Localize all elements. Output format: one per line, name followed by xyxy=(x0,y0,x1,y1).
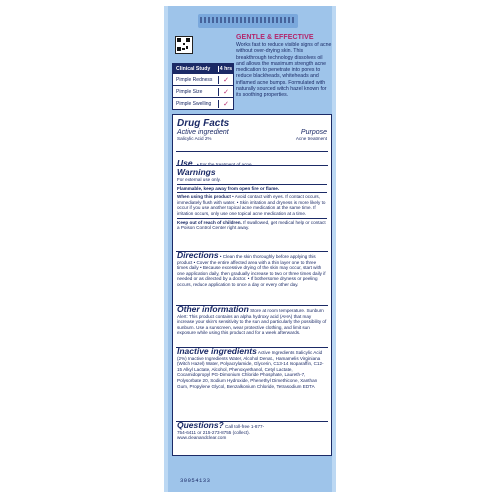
clinical-study-header xyxy=(173,64,233,73)
warnings-title: Warnings xyxy=(177,167,216,177)
check-icon: ✓ xyxy=(218,76,233,84)
drug-facts-panel xyxy=(172,114,332,456)
clinical-study-time: 4 hrs xyxy=(219,65,233,72)
active-ingredient-label: Active ingredient xyxy=(177,129,229,136)
directions-section xyxy=(177,250,327,288)
check-icon: ✓ xyxy=(218,88,233,96)
inactive-ingredients-title: Inactive ingredients xyxy=(177,346,257,356)
warning-keep-out-label: Keep out of reach of children. xyxy=(177,219,242,225)
section-divider xyxy=(176,151,328,152)
directions-title: Directions xyxy=(177,250,219,260)
drug-facts-title-section xyxy=(177,118,327,142)
study-row-label: Pimple Redness xyxy=(176,76,213,83)
directions-text: • Clean the skin thoroughly before applying this product • Cover the entire affected area with a thin layer one to three times daily • Because excessive drying of the skin may occur, start with one application daily, then gradually increase to two or three times daily if needed or as directed by a doctor. • If bothersome dryness or peeling occurs, reduce application to once a day or every other day. xyxy=(177,254,326,287)
clinical-study-title: Clinical Study xyxy=(176,65,211,72)
qr-code-icon xyxy=(175,36,193,54)
table-row xyxy=(173,85,233,97)
questions-text: Call toll-free 1-877-754-6411 or 215-273-8755 (collect). www.cleanandclear.com xyxy=(177,424,265,441)
product-code: 30054133 xyxy=(180,477,211,484)
warning-when-using-label: When using this product xyxy=(177,194,231,200)
active-ingredient-value: Salicylic Acid 2% xyxy=(177,136,212,141)
use-text: • For the treatment of acne xyxy=(197,162,252,167)
purpose-value: Acne treatment xyxy=(295,136,327,141)
other-information-section xyxy=(177,304,327,336)
warning-when-using-text: • Avoid contact with eyes. If contact occurs, immediately flush with water. • Skin irritation and dryness is more likely to occur if you use another topical acne medication at the same time. If irritation occurs, only use one topical acne medication at a time. xyxy=(177,194,326,216)
study-row-label: Pimple Swelling xyxy=(176,100,212,107)
questions-section xyxy=(177,420,267,441)
table-row xyxy=(173,97,233,109)
clinical-study-table xyxy=(172,63,234,110)
warning-external: For external use only. xyxy=(177,177,221,182)
table-row xyxy=(173,73,233,85)
warning-flammable: Flammable, keep away from open fire or flame. xyxy=(177,185,280,191)
section-divider xyxy=(176,165,328,166)
top-flap-code-strip xyxy=(200,17,296,23)
purpose-label: Purpose xyxy=(300,129,327,136)
study-row-label: Pimple Size xyxy=(176,88,203,95)
box-edge-left xyxy=(164,6,168,492)
gentle-effective-text: Works fast to reduce visible signs of acne without over-drying skin. This breakthrough technology dissolves oil and allows the maximum strength acne medication to penetrate into pores to reduce blackheads, whiteheads and inflamed acne bumps. Formulated with naturally sourced witch hazel known for its soothing properties. xyxy=(236,42,332,99)
other-information-title: Other information xyxy=(177,304,249,314)
box-edge-right xyxy=(332,6,336,492)
warnings-section xyxy=(177,167,327,231)
gentle-effective-title: GENTLE & EFFECTIVE xyxy=(236,34,314,41)
questions-title: Questions? xyxy=(177,420,224,430)
drug-facts-title: Drug Facts xyxy=(177,118,230,129)
warning-keep-out-text: If swallowed, get medical help or contact a Poison Control Center right away. xyxy=(177,219,326,231)
inactive-ingredients-text: Active Ingredients Salicylic Acid (2%) Inactive Ingredients Water, Alcohol Denat., Hamamelis Virginiana (Witch Hazel) Water, Polyacrylamide, Glycerin, C13-14 Isoparaffin, C12-15 Alkyl Lactate, Alcohol, Phenoxyethanol, Cetyl Lactate, Cocamidopropyl PG-Dimonium Chloride Phosphate, Laureth-7, Polysorbate 20, Sodium Hydroxide, Phenethyl Dimethicone, Xanthan Gum, Propylene Glycol, Benzalkonium Chloride, Tetrasodium EDTA xyxy=(177,350,324,389)
use-title: Use xyxy=(177,158,193,168)
inactive-ingredients-section xyxy=(177,346,327,389)
check-icon: ✓ xyxy=(218,100,233,108)
other-information-text: Store at room temperature. Sunburn Alert: This product contains an alpha hydroxy acid (AHA) that may increase your skin's sensitivity to the sun and particularly the possibility of sunburn. Use a sunscreen, wear protective clothing, and limit sun exposure while using this product and for a week afterwards. xyxy=(177,308,327,336)
